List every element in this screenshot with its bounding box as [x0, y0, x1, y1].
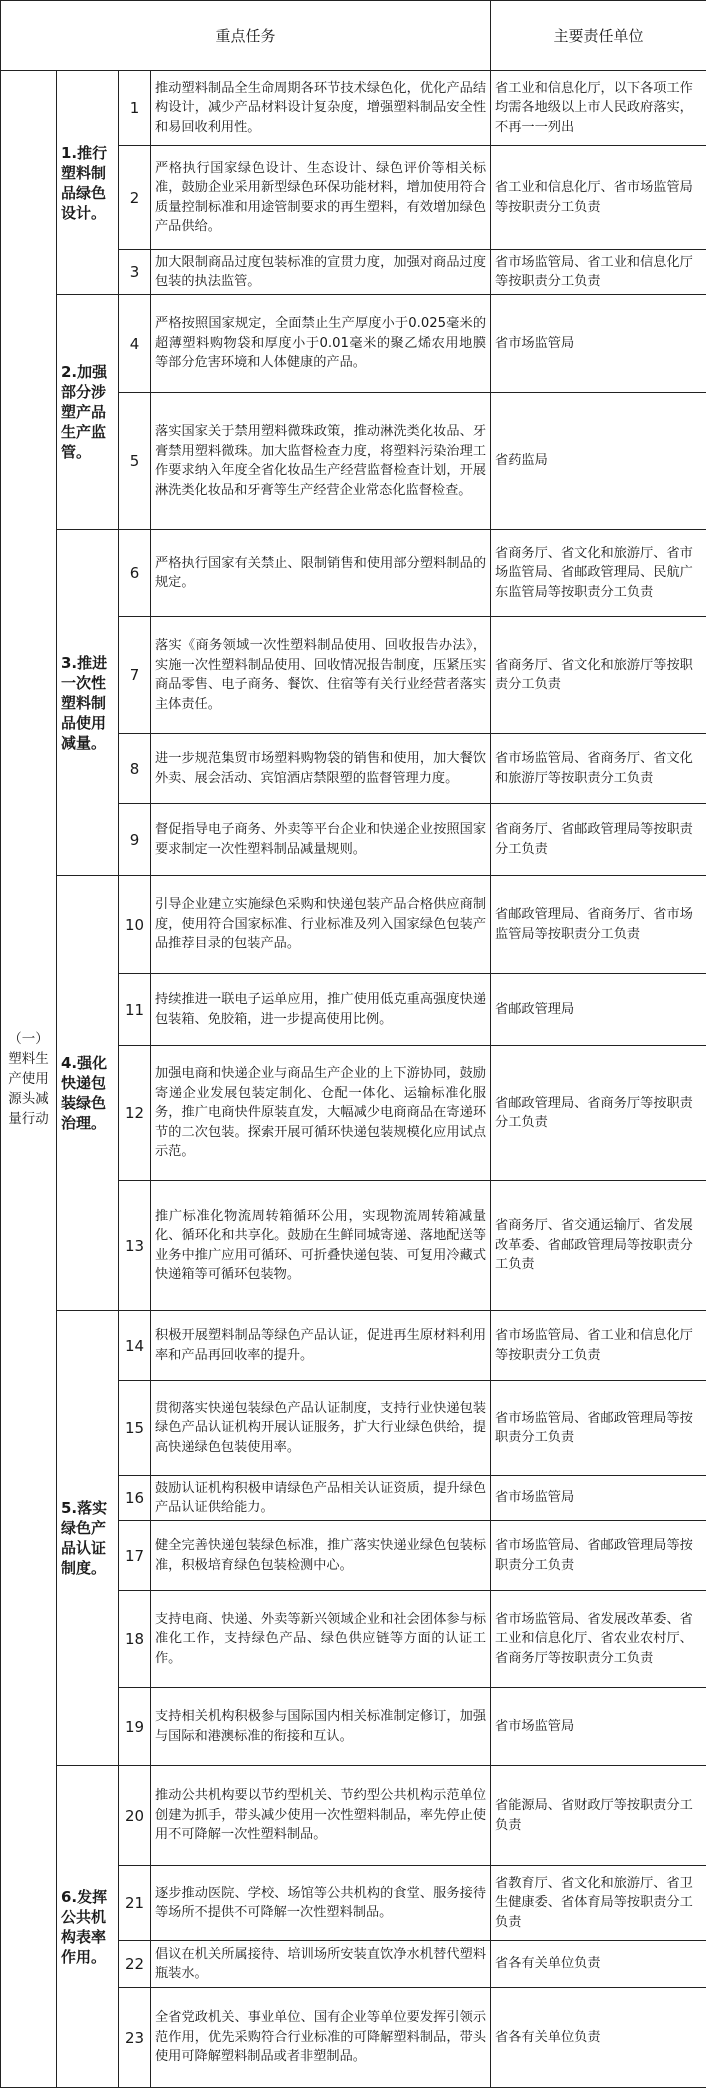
row-number: 6 — [119, 530, 151, 617]
row-number: 18 — [119, 1591, 151, 1688]
table-row — [1, 530, 706, 617]
unit-text: 省各有关单位负责 — [491, 1941, 706, 1988]
task-text: 鼓励认证机构积极申请绿色产品相关认证资质，提升绿色产品认证供给能力。 — [151, 1476, 491, 1521]
task-text: 加大限制商品过度包装标准的宣贯力度，加强对商品过度包装的执法监管。 — [151, 250, 491, 295]
unit-text: 省市场监管局 — [491, 295, 706, 393]
task-text: 倡议在机关所属接待、培训场所安装直饮净水机替代塑料瓶装水。 — [151, 1941, 491, 1988]
row-number: 14 — [119, 1311, 151, 1381]
unit-text: 省市场监管局 — [491, 1476, 706, 1521]
row-number: 10 — [119, 876, 151, 974]
row-number: 22 — [119, 1941, 151, 1988]
unit-text: 省各有关单位负责 — [491, 1988, 706, 2088]
table-row — [1, 876, 706, 974]
unit-text: 省商务厅、省文化和旅游厅等按职责分工负责 — [491, 617, 706, 734]
task-text: 持续推进一联电子运单应用，推广使用低克重高强度快递包装箱、免胶箱，进一步提高使用比例。 — [151, 974, 491, 1046]
row-number: 16 — [119, 1476, 151, 1521]
unit-text: 省邮政管理局 — [491, 974, 706, 1046]
measure-cell: 5.落实绿色产品认证制度。 — [57, 1311, 119, 1766]
row-number: 20 — [119, 1766, 151, 1866]
row-number: 17 — [119, 1521, 151, 1591]
unit-text: 省市场监管局、省工业和信息化厅等按职责分工负责 — [491, 250, 706, 295]
task-text: 严格执行国家有关禁止、限制销售和使用部分塑料制品的规定。 — [151, 530, 491, 617]
table-header-row — [1, 1, 706, 71]
measure-cell: 2.加强部分涉塑产品生产监管。 — [57, 295, 119, 530]
header-task: 重点任务 — [1, 1, 491, 71]
task-text: 逐步推动医院、学校、场馆等公共机构的食堂、服务接待等场所不提供不可降解一次性塑料制品。 — [151, 1866, 491, 1941]
task-text: 督促指导电子商务、外卖等平台企业和快递企业按照国家要求制定一次性塑料制品减量规则。 — [151, 804, 491, 876]
task-text: 支持相关机构积极参与国际国内相关标准制定修订，加强与国际和港澳标准的衔接和互认。 — [151, 1688, 491, 1766]
unit-text: 省工业和信息化厅、省市场监管局等按职责分工负责 — [491, 146, 706, 250]
unit-text: 省市场监管局、省邮政管理局等按职责分工负责 — [491, 1381, 706, 1476]
task-text: 健全完善快递包装绿色标准，推广落实快递业绿色包装标准，积极培育绿色包装检测中心。 — [151, 1521, 491, 1591]
unit-text: 省商务厅、省邮政管理局等按职责分工负责 — [491, 804, 706, 876]
task-text: 全省党政机关、事业单位、国有企业等单位要发挥引领示范作用，优先采购符合行业标准的可降解塑料制品，带头使用可降解塑料制品或者非塑制品。 — [151, 1988, 491, 2088]
task-text: 进一步规范集贸市场塑料购物袋的销售和使用，加大餐饮外卖、展会活动、宾馆酒店禁限塑的监督管理力度。 — [151, 734, 491, 804]
row-number: 13 — [119, 1181, 151, 1311]
row-number: 8 — [119, 734, 151, 804]
measure-cell: 4.强化快递包装绿色治理。 — [57, 876, 119, 1311]
row-number: 21 — [119, 1866, 151, 1941]
unit-text: 省商务厅、省文化和旅游厅、省市场监管局、省邮政管理局、民航广东监管局等按职责分工负责 — [491, 530, 706, 617]
measure-cell: 6.发挥公共机构表率作用。 — [57, 1766, 119, 2088]
task-text: 推广标准化物流周转箱循环公用，实现物流周转箱减量化、循环化和共享化。鼓励在生鲜同城寄递、落地配送等业务中推广应用可循环、可折叠快递包装、可复用冷藏式快递箱等可循环包装物。 — [151, 1181, 491, 1311]
unit-text: 省市场监管局、省商务厅、省文化和旅游厅等按职责分工负责 — [491, 734, 706, 804]
unit-text: 省药监局 — [491, 393, 706, 530]
row-number: 7 — [119, 617, 151, 734]
table-row — [1, 1766, 706, 1866]
row-number: 5 — [119, 393, 151, 530]
unit-text: 省商务厅、省交通运输厅、省发展改革委、省邮政管理局等按职责分工负责 — [491, 1181, 706, 1311]
unit-text: 省市场监管局 — [491, 1688, 706, 1766]
task-text: 引导企业建立实施绿色采购和快递包装产品合格供应商制度，使用符合国家标准、行业标准及列入国家绿色包装产品推荐目录的包装产品。 — [151, 876, 491, 974]
task-text: 推动公共机构要以节约型机关、节约型公共机构示范单位创建为抓手，带头减少使用一次性塑料制品，率先停止使用不可降解一次性塑料制品。 — [151, 1766, 491, 1866]
table-row — [1, 1311, 706, 1381]
task-text: 落实国家关于禁用塑料微珠政策，推动淋洗类化妆品、牙膏禁用塑料微珠。加大监督检查力度，将塑料污染治理工作要求纳入年度全省化妆品生产经营监督检查计划，开展淋洗类化妆品和牙膏等生产经营企业常态化监督检查。 — [151, 393, 491, 530]
unit-text: 省能源局、省财政厅等按职责分工负责 — [491, 1766, 706, 1866]
task-text: 严格执行国家绿色设计、生态设计、绿色评价等相关标准，鼓励企业采用新型绿色环保功能材料，增加使用符合质量控制标准和用途管制要求的再生塑料，有效增加绿色产品供给。 — [151, 146, 491, 250]
category-cell: （一）塑料生产使用源头减量行动 — [1, 71, 57, 2088]
task-text: 加强电商和快递企业与商品生产企业的上下游协同，鼓励寄递企业发展包装定制化、仓配一体化、运输标准化服务，推广电商快件原装直发，大幅减少电商商品在寄递环节的二次包装。探索开展可循环快递包装规模化应用试点示范。 — [151, 1046, 491, 1181]
measure-cell: 1.推行塑料制品绿色设计。 — [57, 71, 119, 295]
row-number: 15 — [119, 1381, 151, 1476]
header-unit: 主要责任单位 — [491, 1, 706, 71]
row-number: 12 — [119, 1046, 151, 1181]
row-number: 11 — [119, 974, 151, 1046]
task-text: 支持电商、快递、外卖等新兴领域企业和社会团体参与标准化工作，支持绿色产品、绿色供应链等方面的认证工作。 — [151, 1591, 491, 1688]
measure-cell: 3.推进一次性塑料制品使用减量。 — [57, 530, 119, 876]
task-text: 贯彻落实快递包装绿色产品认证制度，支持行业快递包装绿色产品认证机构开展认证服务，扩大行业绿色供给，提高快递绿色包装使用率。 — [151, 1381, 491, 1476]
row-number: 19 — [119, 1688, 151, 1766]
task-text: 积极开展塑料制品等绿色产品认证，促进再生原材料利用率和产品再回收率的提升。 — [151, 1311, 491, 1381]
row-number: 23 — [119, 1988, 151, 2088]
row-number: 3 — [119, 250, 151, 295]
unit-text: 省市场监管局、省邮政管理局等按职责分工负责 — [491, 1521, 706, 1591]
unit-text: 省工业和信息化厅，以下各项工作均需各地级以上市人民政府落实，不再一一列出 — [491, 71, 706, 146]
table-row — [1, 295, 706, 393]
row-number: 2 — [119, 146, 151, 250]
unit-text: 省市场监管局、省工业和信息化厅等按职责分工负责 — [491, 1311, 706, 1381]
unit-text: 省市场监管局、省发展改革委、省工业和信息化厅、省农业农村厅、省商务厅等按职责分工负责 — [491, 1591, 706, 1688]
table-row — [1, 71, 706, 146]
unit-text: 省邮政管理局、省商务厅、省市场监管局等按职责分工负责 — [491, 876, 706, 974]
row-number: 9 — [119, 804, 151, 876]
task-text: 落实《商务领域一次性塑料制品使用、回收报告办法》，实施一次性塑料制品使用、回收情况报告制度，压紧压实商品零售、电子商务、餐饮、住宿等有关行业经营者落实主体责任。 — [151, 617, 491, 734]
task-text: 严格按照国家规定，全面禁止生产厚度小于0.025毫米的超薄塑料购物袋和厚度小于0.01毫米的聚乙烯农用地膜等部分危害环境和人体健康的产品。 — [151, 295, 491, 393]
task-text: 推动塑料制品全生命周期各环节技术绿色化，优化产品结构设计，减少产品材料设计复杂度，增强塑料制品安全性和易回收利用性。 — [151, 71, 491, 146]
row-number: 4 — [119, 295, 151, 393]
row-number: 1 — [119, 71, 151, 146]
unit-text: 省邮政管理局、省商务厅等按职责分工负责 — [491, 1046, 706, 1181]
unit-text: 省教育厅、省文化和旅游厅、省卫生健康委、省体育局等按职责分工负责 — [491, 1866, 706, 1941]
